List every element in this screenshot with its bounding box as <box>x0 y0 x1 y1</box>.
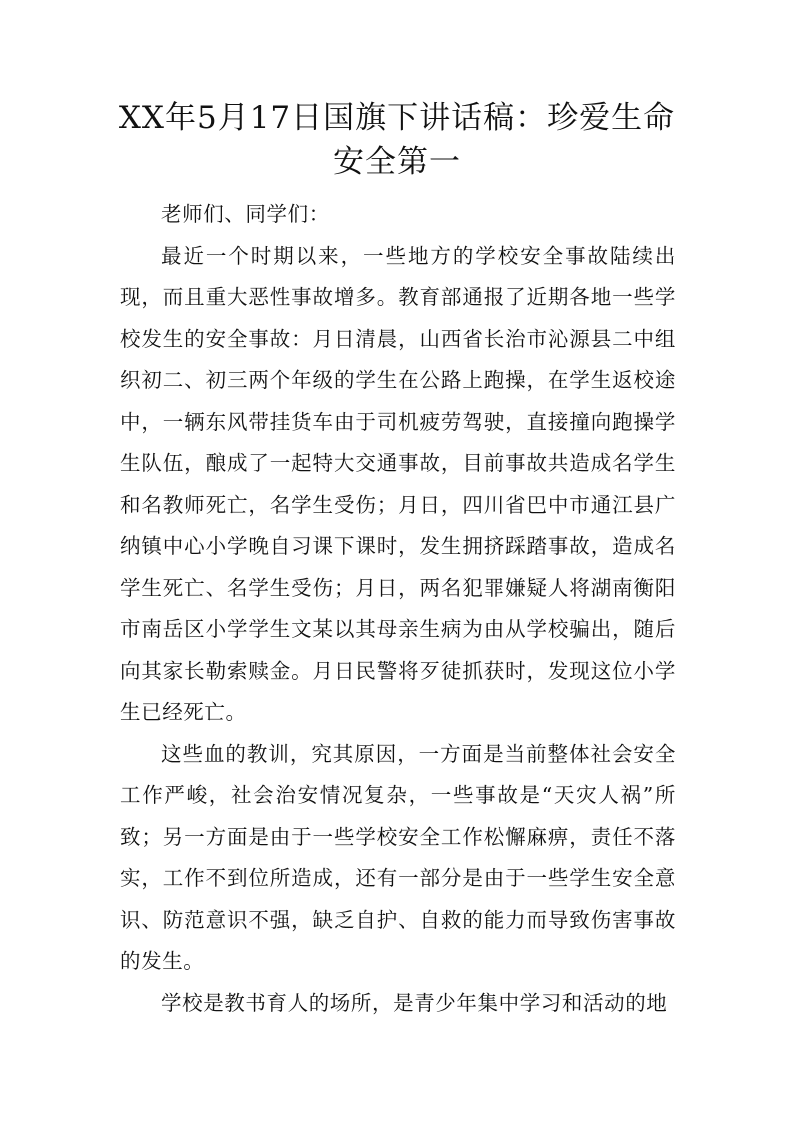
title-line-2: 安全第一 <box>333 144 461 180</box>
document-title <box>100 96 694 184</box>
title-line-1: XX年5月17日国旗下讲话稿：珍爱生命 <box>118 100 676 136</box>
paragraph-1: 最近一个时期以来，一些地方的学校安全事故陆续出现，而且重大恶性事故增多。教育部通报了近期各地一些学校发生的安全事故：月日清晨，山西省长治市沁源县二中组织初二、初三两个年级的学生在公路上跑操，在学生返校途中，一辆东风带挂货车由于司机疲劳驾驶，直接撞向跑操学生队伍，酿成了一起特大交通事故，目前事故共造成名学生和名教师死亡，名学生受伤；月日，四川省巴中市通江县广纳镇中心小学晚自习课下课时，发生拥挤踩踏事故，造成名学生死亡、名学生受伤；月日，两名犯罪嫌疑人将湖南衡阳市南岳区小学学生文某以其母亲生病为由从学校骗出，随后向其家长勒索赎金。月日民警将歹徒抓获时，发现这位小学生已经死亡。 <box>120 243 676 724</box>
paragraph-2: 这些血的教训，究其原因，一方面是当前整体社会安全工作严峻，社会治安情况复杂，一些事故是“天灾人祸”所致；另一方面是由于一些学校安全工作松懈麻痹，责任不落实，工作不到位所造成，还有一部分是由于一些学生安全意识、防范意识不强，缺乏自护、自救的能力而导致伤害事故的发生。 <box>120 741 676 973</box>
document-body <box>120 194 676 1024</box>
salutation: 老师们、同学们： <box>161 202 330 226</box>
paragraph-3: 学校是教书育人的场所，是青少年集中学习和活动的地 <box>161 990 668 1015</box>
